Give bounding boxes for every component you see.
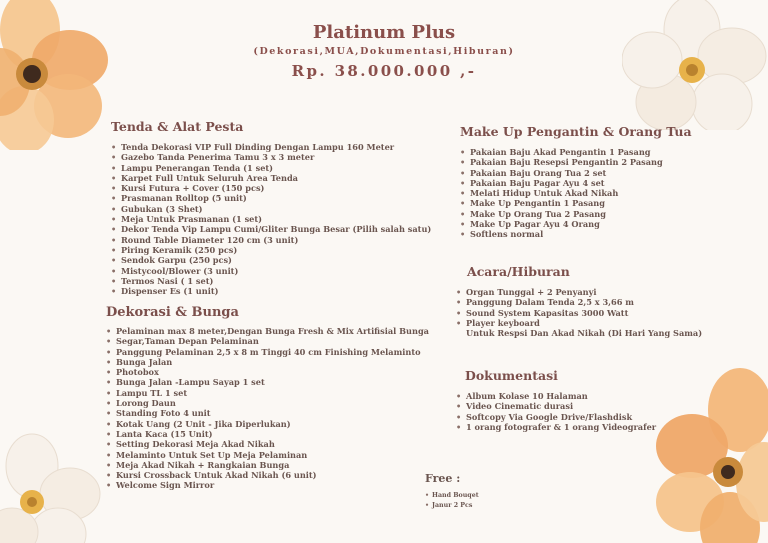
list-item: • Meja Akad Nikah + Rangkaian Bunga <box>106 460 429 470</box>
dokumentasi-list <box>456 391 656 432</box>
list-item: • Welcome Sign Mirror <box>106 480 429 490</box>
list-item: • Melaminto Untuk Set Up Meja Pelaminan <box>106 450 429 460</box>
list-item: • Prasmanan Rolltop (5 unit) <box>111 193 431 203</box>
flower-bottom-right-decoration <box>648 362 768 543</box>
tenda-list <box>111 142 431 296</box>
list-item: • Janur 2 Pcs <box>425 501 479 511</box>
list-item: • Bunga Jalan -Lampu Sayap 1 set <box>106 377 429 387</box>
dekorasi-list <box>106 326 429 491</box>
package-subtitle: (Dekorasi,MUA,Dokumentasi,Hiburan) <box>253 46 515 57</box>
list-item: • Gubukan (3 Shet) <box>111 204 431 214</box>
section-title-makeup: Make Up Pengantin & Orang Tua <box>460 124 692 139</box>
list-item: • Bunga Jalan <box>106 357 429 367</box>
section-title-dekorasi: Dekorasi & Bunga <box>106 305 239 320</box>
list-item: • Mistycool/Blower (3 unit) <box>111 266 431 276</box>
list-item: • Pakaian Baju Orang Tua 2 set <box>460 168 692 178</box>
section-dekorasi <box>106 305 429 491</box>
list-item: • Gazebo Tanda Penerima Tamu 3 x 3 meter <box>111 152 431 162</box>
list-item: • Dekor Tenda Vip Lampu Cumi/Gliter Bunga Besar (Pilih salah satu) <box>111 224 431 234</box>
list-item: • Panggung Dalam Tenda 2,5 x 3,66 m <box>456 297 702 307</box>
list-item: • Pelaminan max 8 meter,Dengan Bunga Fresh & Mix Artifisial Bunga <box>106 326 429 336</box>
section-title-acara: Acara/Hiburan <box>467 264 570 279</box>
list-item: • Panggung Pelaminan 2,5 x 8 m Tinggi 40 cm Finishing Melaminto <box>106 347 429 357</box>
list-item: • Kursi Futura + Cover (150 pcs) <box>111 183 431 193</box>
free-list <box>425 491 479 511</box>
list-item: • Pakaian Baju Akad Pengantin 1 Pasang <box>460 147 692 157</box>
section-title-tenda: Tenda & Alat Pesta <box>111 119 244 134</box>
list-item: • Standing Foto 4 unit <box>106 408 429 418</box>
list-item: • Karpet Full Untuk Seluruh Area Tenda <box>111 173 431 183</box>
section-free <box>425 472 479 511</box>
list-item: • Video Cinematic durasi <box>456 401 656 411</box>
list-item: • Pakaian Baju Pagar Ayu 4 set <box>460 178 692 188</box>
list-item: • Player keyboard <box>456 318 702 328</box>
section-makeup <box>460 124 692 240</box>
package-title: Platinum Plus <box>312 22 456 43</box>
makeup-list <box>460 147 692 240</box>
list-item: • Melati Hidup Untuk Akad Nikah <box>460 188 692 198</box>
list-item: • Lanta Kaca (15 Unit) <box>106 429 429 439</box>
list-item: • Kursi Crossback Untuk Akad Nikah (6 unit) <box>106 470 429 480</box>
section-dokumentasi <box>456 368 656 432</box>
list-item: • 1 orang fotografer & 1 orang Videografer <box>456 422 656 432</box>
list-item: • Softlens normal <box>460 229 692 239</box>
list-item: • Album Kolase 10 Halaman <box>456 391 656 401</box>
section-title-free: Free : <box>425 472 461 485</box>
list-item: • Piring Keramik (250 pcs) <box>111 245 431 255</box>
list-item: • Softcopy Via Google Drive/Flashdisk <box>456 412 656 422</box>
list-item: • Round Table Diameter 120 cm (3 unit) <box>111 235 431 245</box>
list-item: • Organ Tunggal + 2 Penyanyi <box>456 287 702 297</box>
section-tenda <box>111 119 431 296</box>
section-title-dokumentasi: Dokumentasi <box>465 368 558 383</box>
list-item: • Dispenser Es (1 unit) <box>111 286 431 296</box>
list-item: • Kotak Uang (2 Unit - Jika Diperlukan) <box>106 419 429 429</box>
list-item: • Lorong Daun <box>106 398 429 408</box>
section-acara <box>456 264 702 338</box>
list-item: • Tenda Dekorasi VIP Full Dinding Dengan Lampu 160 Meter <box>111 142 431 152</box>
package-price: Rp. 38.000.000 ,- <box>291 62 477 80</box>
flower-bottom-left-decoration <box>0 430 110 543</box>
list-item: • Termos Nasi ( 1 set) <box>111 276 431 286</box>
list-item: • Make Up Pengantin 1 Pasang <box>460 198 692 208</box>
list-item: • Setting Dekorasi Meja Akad Nikah <box>106 439 429 449</box>
list-item: • Make Up Orang Tua 2 Pasang <box>460 209 692 219</box>
list-item: • Sound System Kapasitas 3000 Watt <box>456 308 702 318</box>
list-item: • Meja Untuk Prasmanan (1 set) <box>111 214 431 224</box>
list-item: • Lampu TL 1 set <box>106 388 429 398</box>
list-item: • Sendok Garpu (250 pcs) <box>111 255 431 265</box>
acara-list <box>456 287 702 338</box>
list-item: • Hand Bouqet <box>425 491 479 501</box>
list-item: • Lampu Penerangan Tenda (1 set) <box>111 163 431 173</box>
list-item: • Make Up Pagar Ayu 4 Orang <box>460 219 692 229</box>
list-item: Untuk Respsi Dan Akad Nikah (Di Hari Yang Sama) <box>466 328 703 339</box>
list-item: • Photobox <box>106 367 429 377</box>
list-item: • Segar,Taman Depan Pelaminan <box>106 336 429 346</box>
list-item: • Pakaian Baju Resepsi Pengantin 2 Pasang <box>460 157 692 167</box>
